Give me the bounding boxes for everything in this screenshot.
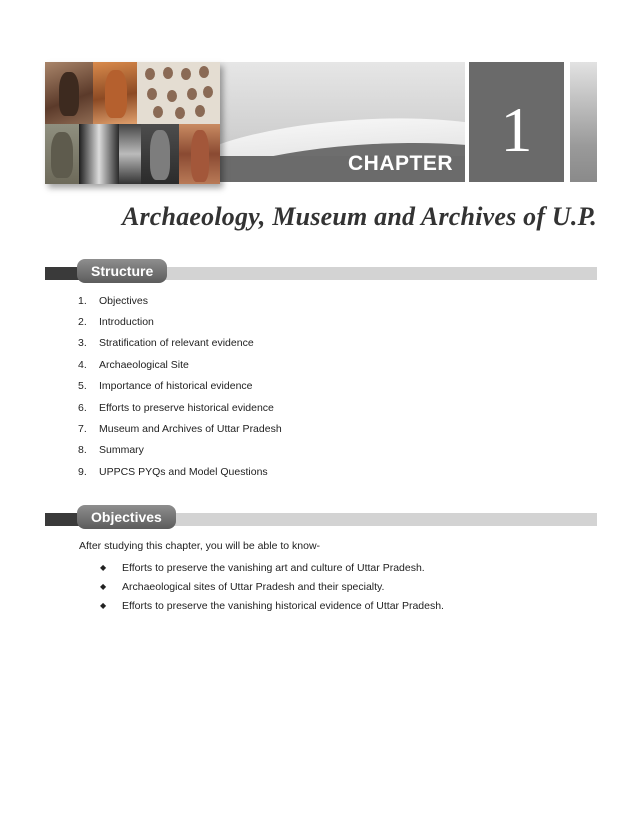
list-item: ◆ Efforts to preserve the vanishing art and culture of Uttar Pradesh. (100, 561, 425, 574)
list-item: 9. UPPCS PYQs and Model Questions (78, 465, 268, 478)
objectives-section-header (45, 505, 597, 529)
list-item: 8. Summary (78, 444, 144, 457)
list-item: 6. Efforts to preserve historical evidence (78, 401, 274, 414)
pottery-collection-photo (137, 62, 220, 124)
objectives-list (100, 558, 444, 615)
structure-section-header (45, 259, 597, 283)
deity-statue-photo (141, 124, 179, 184)
bullet-icon: ◆ (100, 601, 107, 610)
objectives-heading: Objectives (77, 505, 176, 529)
list-item: ◆ Archaeological sites of Uttar Pradesh and their specialty. (100, 580, 385, 593)
bullet-icon: ◆ (100, 582, 107, 591)
carved-column-photo (119, 124, 141, 184)
list-item: 5. Importance of historical evidence (78, 380, 253, 393)
artifact-photo-collage (45, 62, 220, 184)
chapter-label: CHAPTER (348, 152, 454, 175)
stone-sculpture-photo (45, 124, 79, 184)
bullet-icon: ◆ (100, 563, 107, 572)
list-item: 1. Objectives (78, 294, 149, 307)
structure-heading: Structure (77, 259, 167, 283)
chapter-banner (45, 62, 597, 184)
structure-list (78, 290, 282, 483)
red-statue-photo (179, 124, 220, 184)
objectives-intro: After studying this chapter, you will be able to know- (79, 540, 321, 552)
banner-edge-block (570, 62, 597, 182)
list-item: 4. Archaeological Site (78, 358, 189, 371)
list-item: 7. Museum and Archives of Uttar Pradesh (78, 423, 282, 436)
chapter-title: Archaeology, Museum and Archives of U.P. (121, 202, 597, 231)
list-item: 3. Stratification of relevant evidence (78, 337, 254, 350)
carved-relief-photo (45, 62, 93, 124)
chapter-number-box (469, 62, 564, 182)
pillar-photo (79, 124, 119, 184)
terracotta-figure-photo (93, 62, 137, 124)
chapter-number: 1 (500, 94, 533, 165)
list-item: 2. Introduction (78, 316, 154, 329)
list-item: ◆ Efforts to preserve the vanishing historical evidence of Uttar Pradesh. (100, 599, 444, 612)
